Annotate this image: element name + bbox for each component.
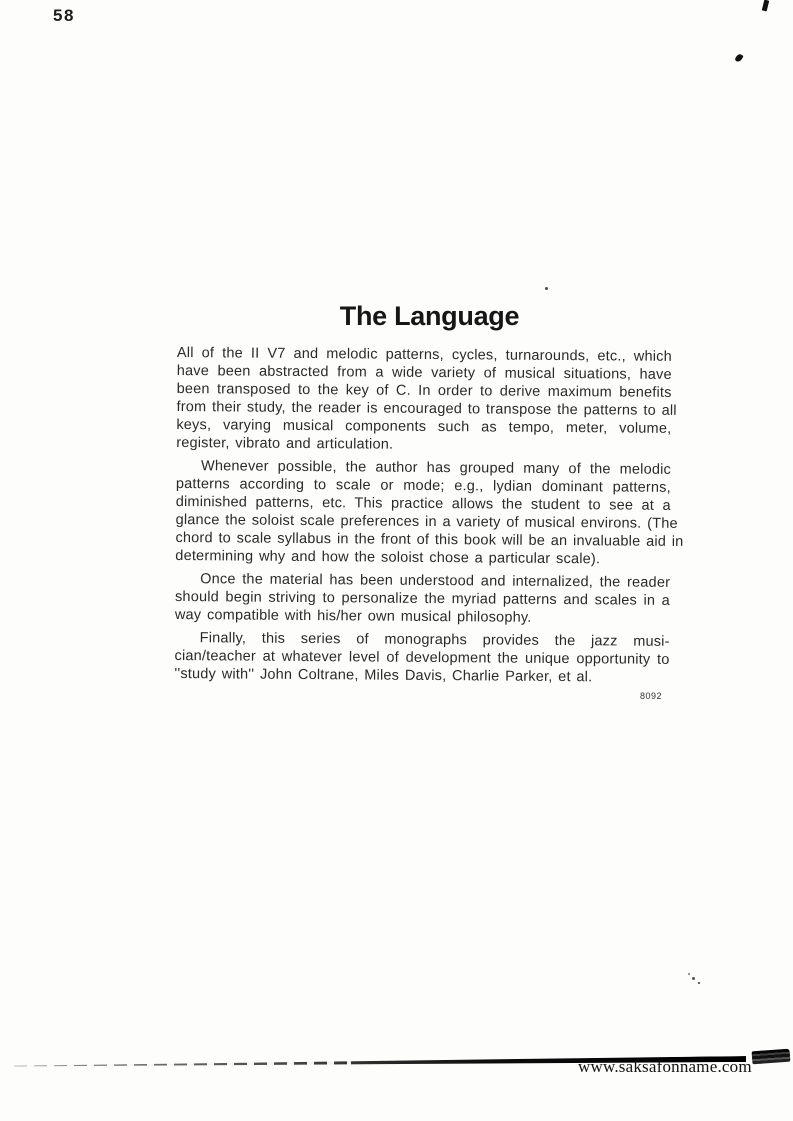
text-line: have been abstracted from a wide variety of musical situations, have <box>176 362 672 383</box>
scan-artifact-corner <box>762 0 770 11</box>
text-line: chord to scale syllabus in the front of this book will be an invaluable aid in <box>175 529 684 550</box>
ink-smudge <box>752 1049 791 1065</box>
paragraph-2 <box>175 457 684 569</box>
text-line: register, vibrato and articulation. <box>176 434 394 453</box>
text-line: ''study with'' John Coltrane, Miles Davis, Charlie Parker, et al. <box>174 665 593 686</box>
scan-edge-line-dashes <box>14 1059 351 1070</box>
plate-number: 8092 <box>640 691 663 701</box>
text-line: way compatible with his/her own musical philosophy. <box>174 606 532 626</box>
text-line: from their study, the reader is encouraged to transpose the patterns to all <box>176 398 677 419</box>
text-line: been transposed to the key of C. In order to derive maximum benefits <box>176 380 672 401</box>
text-line: Once the material has been understood and internalized, the reader <box>200 571 671 591</box>
text-line: patterns according to scale or mode; e.g., lydian dominant patterns, <box>175 475 671 496</box>
scan-artifact-tick <box>734 53 743 63</box>
body-text <box>174 344 684 687</box>
text-line: determining why and how the soloist chose a particular scale). <box>175 547 601 568</box>
scan-artifact-dot <box>692 977 695 980</box>
text-line: diminished patterns, etc. This practice allows the student to see at a <box>175 493 671 514</box>
text-line: Finally, this series of monographs provides the jazz musi- <box>199 630 670 650</box>
scan-artifact-dot <box>698 982 700 984</box>
text-line: All of the II V7 and melodic patterns, cycles, turnarounds, etc., which <box>176 344 672 365</box>
watermark-url: www.saksafonname.com <box>578 1057 752 1076</box>
page-title: The Language <box>339 301 520 331</box>
page-number: 58 <box>53 6 75 25</box>
text-line: cian/teacher at whatever level of development the unique opportunity to <box>174 647 670 668</box>
paragraph-3 <box>175 570 670 628</box>
paragraph-1 <box>176 344 677 456</box>
scan-artifact-dot <box>545 287 548 290</box>
text-line: should begin striving to personalize the myriad patterns and scales in a <box>174 588 671 609</box>
text-line: keys, varying musical components such as tempo, meter, volume, <box>176 416 672 437</box>
scan-artifact-dot <box>688 973 690 975</box>
text-line: glance the soloist scale preferences in a variety of musical environs. (The <box>175 511 678 532</box>
paragraph-4 <box>174 629 669 687</box>
text-line: Whenever possible, the author has grouped many of the melodic <box>200 458 672 478</box>
